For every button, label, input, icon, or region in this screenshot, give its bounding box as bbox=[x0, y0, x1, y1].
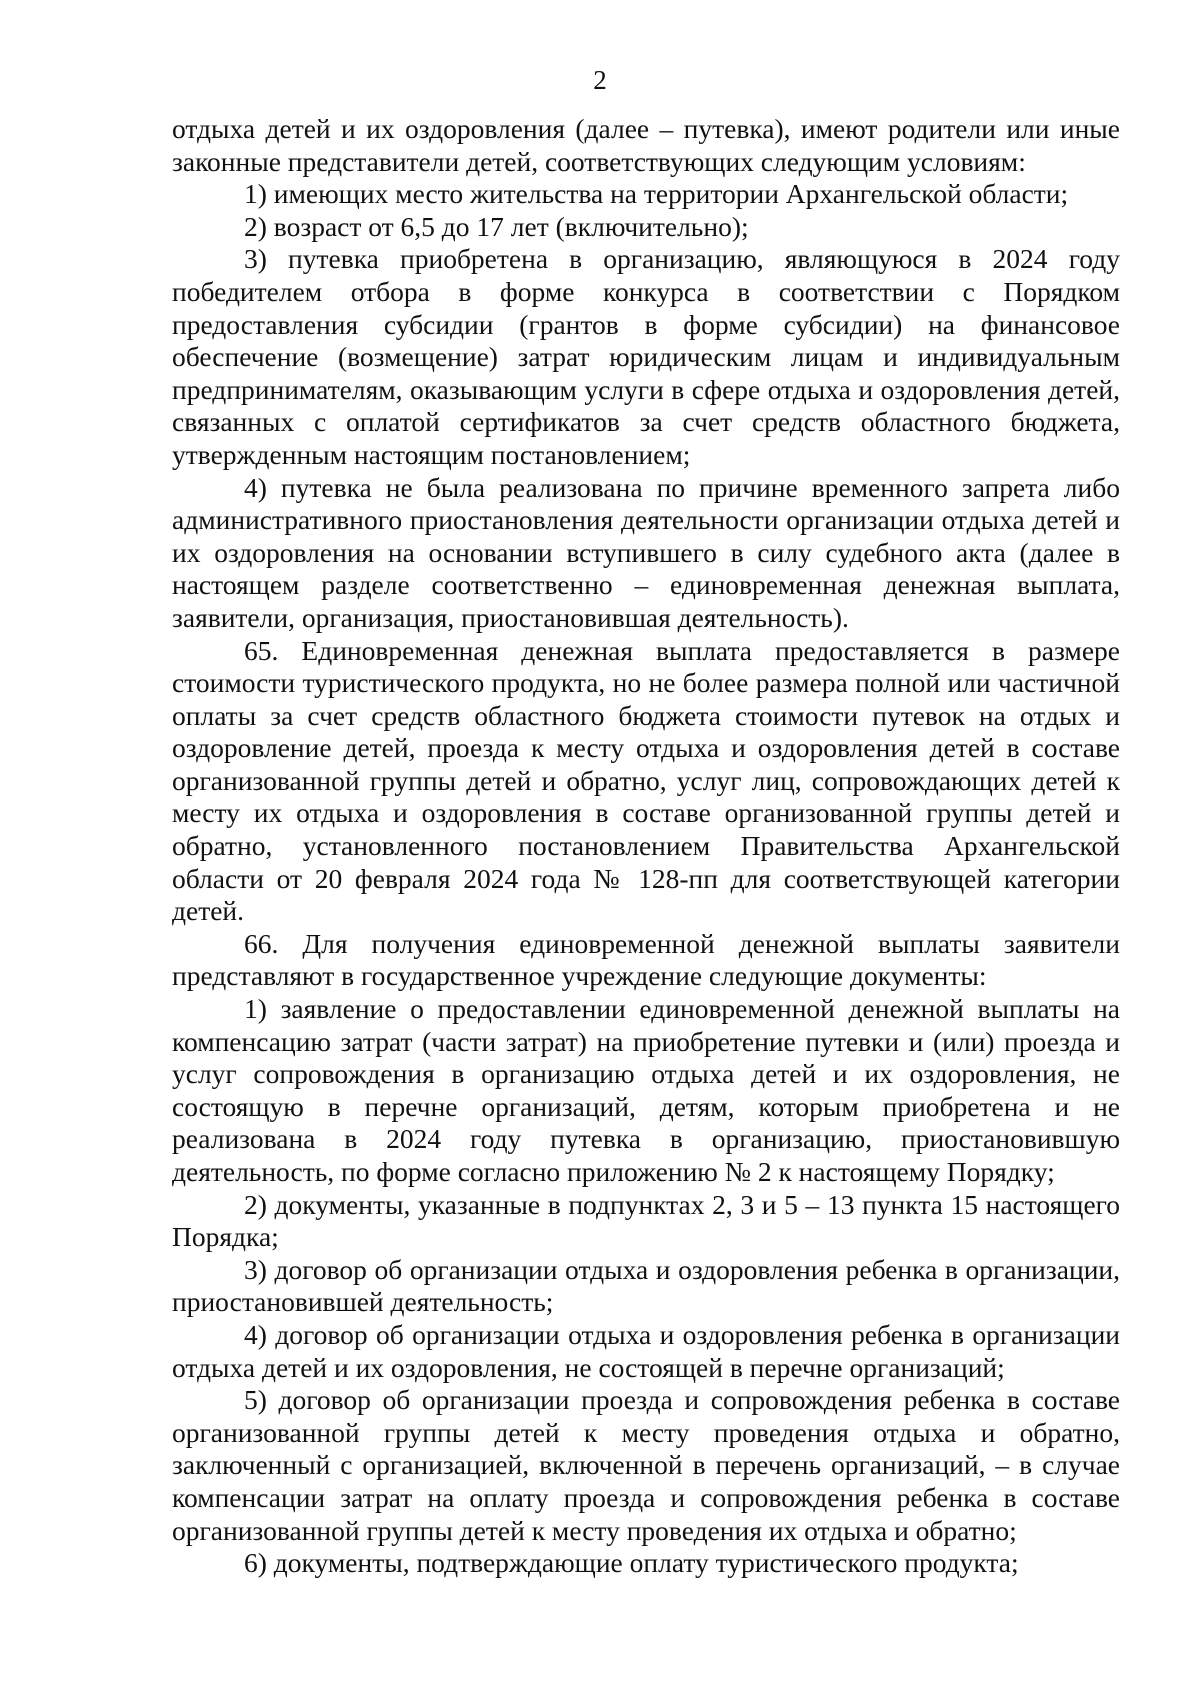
paragraph-clause-66: 66. Для получения единовременной денежной выплаты заявители представляют в государственное учреждение следующие документы: bbox=[172, 927, 1120, 992]
paragraph-document-2: 2) документы, указанные в подпунктах 2, 3 и 5 – 13 пункта 15 настоящего Порядка; bbox=[172, 1188, 1120, 1253]
paragraph-document-4: 4) договор об организации отдыха и оздоровления ребенка в организации отдыха детей и их оздоровления, не состоящей в перечне организаций; bbox=[172, 1318, 1120, 1383]
paragraph-document-3: 3) договор об организации отдыха и оздоровления ребенка в организации, приостановившей деятельность; bbox=[172, 1253, 1120, 1318]
document-body bbox=[172, 113, 1120, 1580]
paragraph-condition-3: 3) путевка приобретена в организацию, являющуюся в 2024 году победителем отбора в форме конкурса в соответствии с Порядком предоставления субсидии (грантов в форме субсидии) на финансовое обеспечение (возмещение) затрат юридическим лицам и индивидуальным предпринимателям, оказывающим услуги в сфере отдыха и оздоровления детей, связанных с оплатой сертификатов за счет средств областного бюджета, утвержденным настоящим постановлением; bbox=[172, 243, 1120, 470]
paragraph-condition-2: 2) возраст от 6,5 до 17 лет (включительно); bbox=[244, 210, 749, 242]
paragraph-continuation: отдыха детей и их оздоровления (далее – путевка), имеют родители или иные законные представители детей, соответствующих следующим условиям: bbox=[172, 113, 1120, 177]
page-number: 2 bbox=[593, 65, 607, 95]
paragraph-condition-1: 1) имеющих место жительства на территории Архангельской области; bbox=[244, 178, 1069, 210]
paragraph-document-5: 5) договор об организации проезда и сопровождения ребенка в составе организованной группы детей к месту проведения отдыха и обратно, заключенный с организацией, включенной в перечень организаций, – в случае компенсации затрат на оплату проезда и сопровождения ребенка в составе организованной группы детей к месту проведения их отдыха и обратно; bbox=[172, 1384, 1120, 1546]
paragraph-document-1: 1) заявление о предоставлении единовременной денежной выплаты на компенсацию затрат (части затрат) на приобретение путевки и (или) проезда и услуг сопровождения в организацию отдыха детей и их оздоровления, не состоящую в перечне организаций, детям, которым приобретена и не реализована в 2024 году путевка в организацию, приостановившую деятельность, по форме согласно приложению № 2 к настоящему Порядку; bbox=[172, 993, 1120, 1187]
paragraph-condition-4: 4) путевка не была реализована по причине временного запрета либо административного приостановления деятельности организации отдыха детей и их оздоровления на основании вступившего в силу судебного акта (далее в настоящем разделе соответственно – единовременная денежная выплата, заявители, организация, приостановившая деятельность). bbox=[172, 471, 1120, 633]
paragraph-document-6: 6) документы, подтверждающие оплату туристического продукта; bbox=[244, 1547, 1019, 1579]
paragraph-clause-65: 65. Единовременная денежная выплата предоставляется в размере стоимости туристического продукта, но не более размера полной или частичной оплаты за счет средств областного бюджета стоимости путевок на отдых и оздоровление детей, проезда к месту отдыха и оздоровления детей в составе организованной группы детей и обратно, услуг лиц, сопровождающих детей к месту их отдыха и оздоровления в составе организованной группы детей и обратно, установленного постановлением Правительства Архангельской области от 20 февраля 2024 года № 128-пп для соответствующей категории детей. bbox=[172, 634, 1120, 927]
